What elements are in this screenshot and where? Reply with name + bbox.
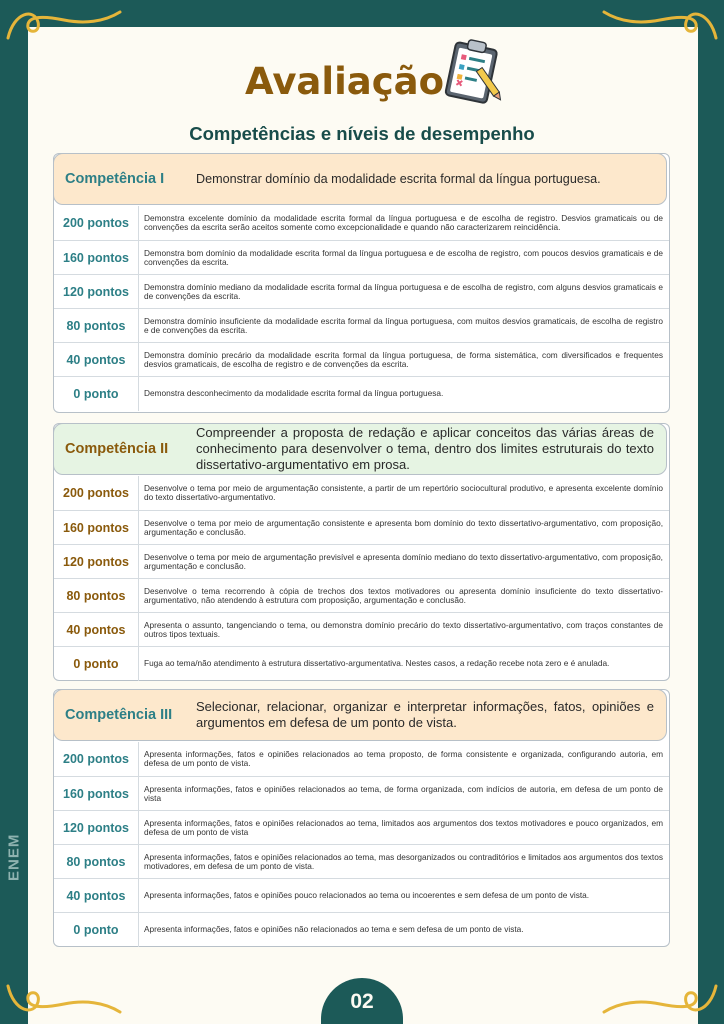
corner-flourish-bottom-left-icon [4,982,124,1022]
competencia-2-header [53,423,667,475]
level-description: Desenvolve o tema por meio de argumentação consistente, a partir de um repertório sociocultural produtivo, e apresenta excelente domínio do texto dissertativo-argumentativo. [144,482,663,502]
level-description: Fuga ao tema/não atendimento à estrutura dissertativo-argumentativa. Nestes casos, a redação recebe nota zero e é anulada. [144,658,610,669]
competencia-3-block [53,689,670,947]
points-label: 40 pontos [54,613,139,647]
table-row [54,742,669,776]
points-label: 80 pontos [54,845,139,879]
competencia-name: Competência III [65,707,173,723]
level-description: Demonstra domínio insuficiente da modalidade escrita formal da língua portuguesa, com muitos desvios gramaticais, de escolha de registro e de convenções da escrita. [144,315,663,335]
competencia-3-header [53,689,667,741]
level-description: Desenvolve o tema recorrendo à cópia de trechos dos textos motivadores ou apresenta domínio insuficiente do texto dissertativo-argumentativo, não atendendo à estrutura com proposição, argumentação e conclusão. [144,585,663,605]
competencia-description: Selecionar, relacionar, organizar e interpretar informações, fatos, opiniões e argumentos em defesa de um ponto de vista. [196,699,654,730]
points-label: 160 pontos [54,511,139,545]
table-row [54,308,669,343]
points-label: 120 pontos [54,275,139,309]
competencia-1-header [53,153,667,205]
points-label: 120 pontos [54,811,139,845]
level-description: Demonstra desconhecimento da modalidade escrita formal da língua portuguesa. [144,388,444,399]
table-row [54,376,669,411]
side-label: ENEM [5,833,23,881]
competencia-2-block [53,423,670,681]
corner-flourish-bottom-right-icon [600,982,720,1022]
points-label: 0 ponto [54,377,139,411]
table-row [54,544,669,579]
competencia-name: Competência II [65,441,169,457]
table-row [54,810,669,845]
level-description: Demonstra excelente domínio da modalidade escrita formal da língua portuguesa e de escolha de registro. Desvios gramaticais ou de convenções da escrita serão aceitos somente como excepcionalidade e quando não caracterizarem reincidência. [144,212,663,232]
level-description: Apresenta informações, fatos e opiniões relacionados ao tema, de forma organizada, com indícios de autoria, em defesa de um ponto de vista [144,783,663,803]
table-row [54,878,669,913]
level-description: Demonstra domínio mediano da modalidade escrita formal da língua portuguesa e de escolha de registro, com alguns desvios gramaticais e de convenções da escrita. [144,281,663,301]
table-row [54,206,669,240]
corner-flourish-top-left-icon [4,2,124,42]
table-row [54,912,669,947]
clipboard-checklist-icon [438,36,508,106]
points-label: 160 pontos [54,777,139,811]
table-row [54,776,669,811]
competencia-name: Competência I [65,171,165,187]
points-label: 80 pontos [54,579,139,613]
points-label: 80 pontos [54,309,139,343]
points-label: 0 ponto [54,913,139,947]
table-row [54,240,669,275]
points-label: 200 pontos [54,206,139,240]
table-row [54,646,669,681]
level-description: Apresenta informações, fatos e opiniões relacionados ao tema, mas desorganizados ou contraditórios e limitados aos argumentos dos textos motivadores, em defesa de um ponto de vista. [144,851,663,871]
table-row [54,274,669,309]
points-label: 160 pontos [54,241,139,275]
subtitle: Competências e níveis de desempenho [189,123,535,144]
points-label: 200 pontos [54,742,139,776]
points-label: 40 pontos [54,343,139,377]
points-label: 0 ponto [54,647,139,681]
points-label: 40 pontos [54,879,139,913]
corner-flourish-top-right-icon [600,2,720,42]
table-row [54,612,669,647]
page-title: Avaliação [245,60,445,103]
level-description: Apresenta o assunto, tangenciando o tema, ou demonstra domínio precário do texto dissertativo-argumentativo, com traços constantes de outros tipos textuais. [144,619,663,639]
level-description: Desenvolve o tema por meio de argumentação previsível e apresenta domínio mediano do texto dissertativo-argumentativo, com proposição, argumentação e conclusão. [144,551,663,571]
level-description: Apresenta informações, fatos e opiniões relacionados ao tema proposto, de forma consistente e organizada, configurando autoria, em defesa de um ponto de vista. [144,748,663,768]
level-description: Demonstra bom domínio da modalidade escrita formal da língua portuguesa e de escolha de registro, com poucos desvios gramaticais e de convenções da escrita. [144,247,663,267]
table-row [54,844,669,879]
level-description: Apresenta informações, fatos e opiniões não relacionados ao tema e sem defesa de um ponto de vista. [144,924,524,935]
competencia-description: Compreender a proposta de redação e aplicar conceitos das várias áreas de conhecimento para desenvolver o tema, dentro dos limites estruturais do texto dissertativo-argumentativo em prosa. [196,425,654,472]
level-description: Desenvolve o tema por meio de argumentação consistente e apresenta bom domínio do texto dissertativo-argumentativo, com proposição, argumentação e conclusão. [144,517,663,537]
competencia-1-block [53,153,670,413]
table-row [54,578,669,613]
competencia-description: Demonstrar domínio da modalidade escrita formal da língua portuguesa. [196,172,601,186]
table-row [54,476,669,510]
table-row [54,510,669,545]
level-description: Apresenta informações, fatos e opiniões pouco relacionados ao tema ou incoerentes e sem defesa de um ponto de vista. [144,890,590,901]
table-row [54,342,669,377]
level-description: Apresenta informações, fatos e opiniões relacionados ao tema, limitados aos argumentos dos textos motivadores e pouco organizados, em defesa de um ponto de vista [144,817,663,837]
points-label: 120 pontos [54,545,139,579]
level-description: Demonstra domínio precário da modalidade escrita formal da língua portuguesa, de forma sistemática, com diversificados e frequentes desvios gramaticais, de escolha de registro e de convenções da escrita. [144,349,663,369]
page-number: 02 [321,978,403,1024]
points-label: 200 pontos [54,476,139,510]
